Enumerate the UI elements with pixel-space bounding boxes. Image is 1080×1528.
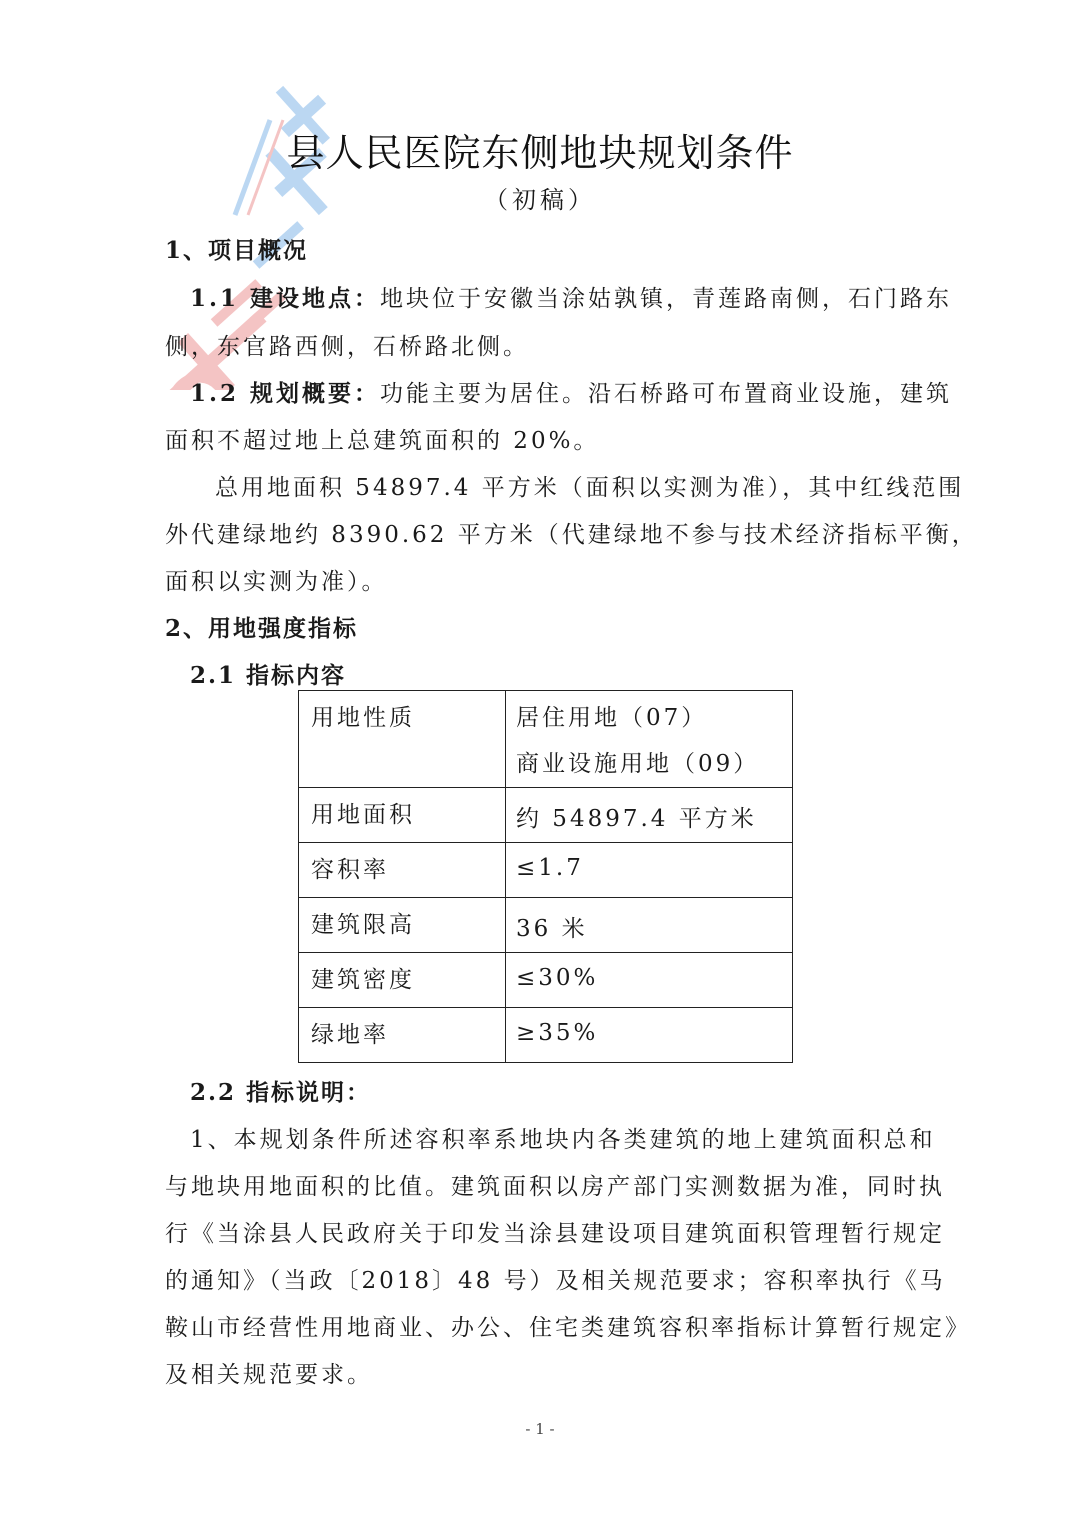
- note-line4: 的通知》（当政〔2018〕48 号）及相关规范要求；容积率执行《马: [165, 1268, 946, 1294]
- item-1-2-line1: [190, 375, 952, 408]
- table-key-cell: 用地面积: [299, 788, 506, 843]
- document-subtitle: （初稿）: [484, 186, 596, 214]
- area-paragraph-line3: 面积以实测为准）。: [165, 569, 388, 595]
- table-value-line: 商业设施用地（09）: [516, 751, 760, 777]
- document-title: 县人民医院东侧地块规划条件: [286, 131, 794, 175]
- section-2-1-heading: 2.1 指标内容: [190, 662, 347, 689]
- table-value-line: 居住用地（07）: [516, 705, 708, 731]
- table-key-cell: 容积率: [299, 843, 506, 898]
- item-1-2-line2: 面积不超过地上总建筑面积的 20%。: [165, 428, 600, 454]
- table-row: [299, 691, 793, 788]
- table-key-cell: 用地性质: [299, 691, 506, 788]
- area-paragraph-line1: 总用地面积 54897.4 平方米（面积以实测为准），其中红线范围: [215, 475, 965, 501]
- indicator-table: [298, 690, 793, 1063]
- item-1-1-line2: 侧，东官路西侧，石桥路北侧。: [165, 334, 529, 360]
- table-value-cell: ≥35%: [506, 1008, 793, 1063]
- note-line6: 及相关规范要求。: [165, 1362, 373, 1388]
- table-value-cell: ≤1.7: [506, 843, 793, 898]
- table-key-cell: 建筑密度: [299, 953, 506, 1008]
- section-2-2-heading: 2.2 指标说明：: [190, 1079, 372, 1106]
- table-value-cell: ≤30%: [506, 953, 793, 1008]
- note-line3: 行《当涂县人民政府关于印发当涂县建设项目建筑面积管理暂行规定: [165, 1221, 945, 1247]
- item-1-1-text: 地块位于安徽当涂姑孰镇，青莲路南侧，石门路东: [380, 286, 953, 312]
- table-row: [299, 1008, 793, 1063]
- table-row: [299, 843, 793, 898]
- section-1-heading: 1、项目概况: [165, 237, 309, 264]
- item-1-2-label: 1.2 规划概要：: [190, 380, 381, 407]
- item-1-1-label: 1.1 建设地点：: [190, 285, 381, 312]
- table-value-cell: [506, 691, 793, 788]
- note-line1: 1、本规划条件所述容积率系地块内各类建筑的地上建筑面积总和: [190, 1127, 936, 1153]
- table-value-cell: 36 米: [506, 898, 793, 953]
- table-key-cell: 建筑限高: [299, 898, 506, 953]
- page-number: - 1 -: [525, 1420, 555, 1438]
- table-value-cell: 约 54897.4 平方米: [506, 788, 793, 843]
- table-row: [299, 953, 793, 1008]
- item-1-2-text: 功能主要为居住。沿石桥路可布置商业设施，建筑: [380, 381, 953, 407]
- table-row: [299, 788, 793, 843]
- note-line5: 鞍山市经营性用地商业、办公、住宅类建筑容积率指标计算暂行规定》: [165, 1315, 971, 1341]
- note-line2: 与地块用地面积的比值。建筑面积以房产部门实测数据为准，同时执: [165, 1174, 945, 1200]
- item-1-1-line1: [190, 280, 952, 313]
- section-2-heading: 2、用地强度指标: [165, 615, 359, 642]
- table-key-cell: 绿地率: [299, 1008, 506, 1063]
- area-paragraph-line2: 外代建绿地约 8390.62 平方米（代建绿地不参与技术经济指标平衡，: [165, 522, 978, 548]
- table-row: [299, 898, 793, 953]
